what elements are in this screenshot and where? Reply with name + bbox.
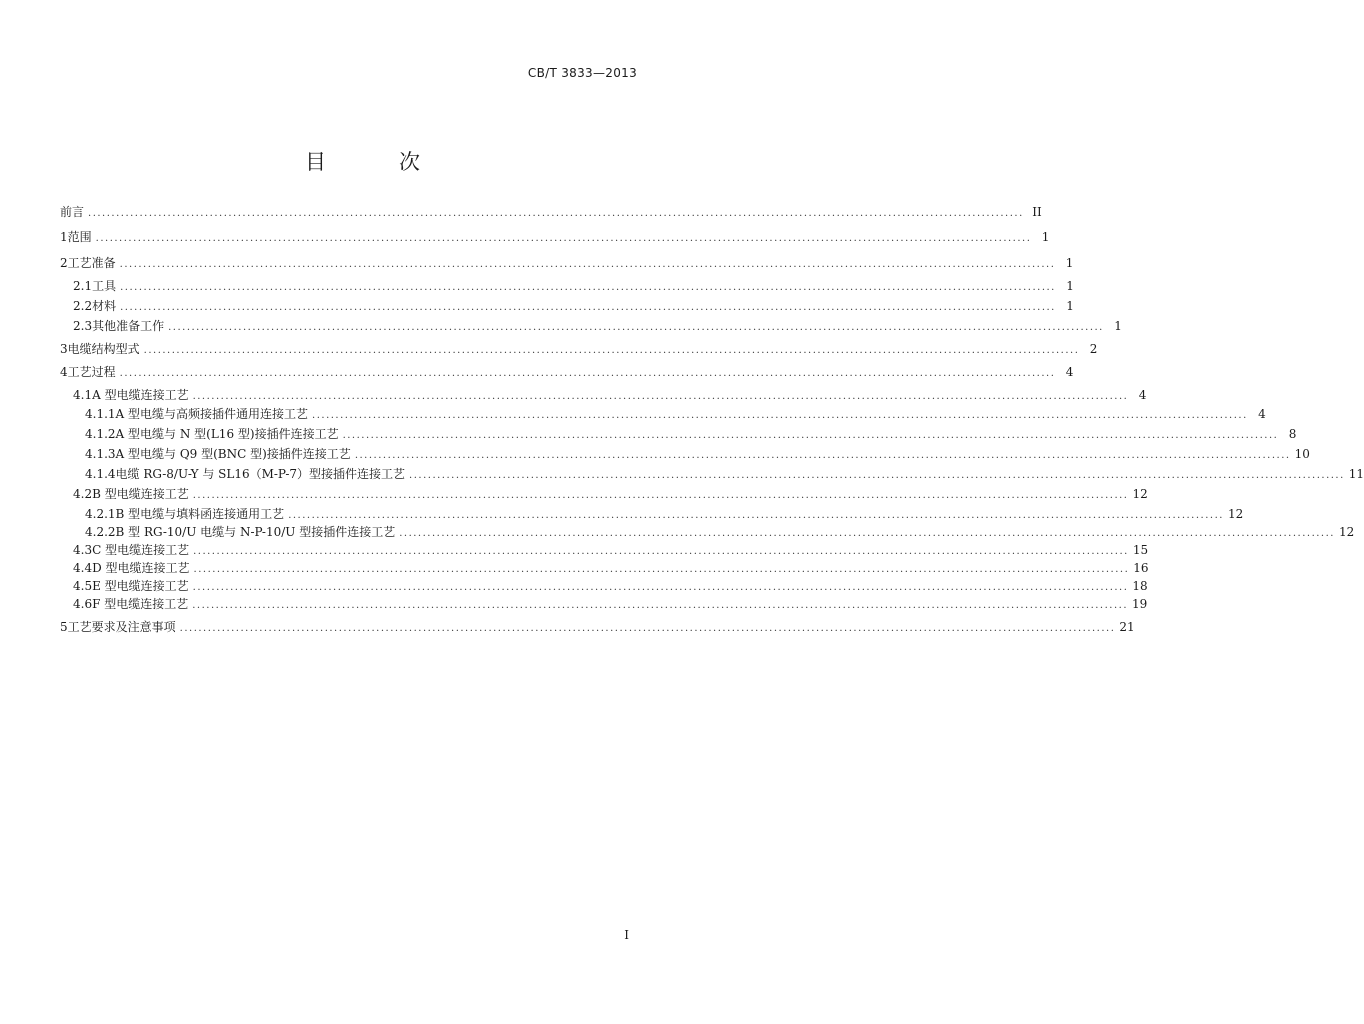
toc-entry-number: 4.1.1 bbox=[85, 407, 116, 421]
toc-entry[interactable] bbox=[60, 297, 1074, 315]
toc-dot-leader: ........................................................................................................................................................................................................ bbox=[354, 450, 1291, 461]
toc-entry-page: 10 bbox=[1294, 447, 1310, 461]
toc-entry-label: B 型电缆与填料函连接通用工艺 bbox=[115, 507, 285, 521]
toc-entry-label: A 型电缆与 Q9 型(BNC 型)接插件连接工艺 bbox=[115, 447, 351, 461]
toc-dot-leader: ........................................................................................................................................................................................................ bbox=[179, 623, 1116, 634]
toc-entry[interactable] bbox=[60, 485, 1148, 503]
toc-dot-leader: ........................................................................................................................................................................................................ bbox=[193, 564, 1130, 575]
toc-entry-number: 4.5 bbox=[73, 579, 93, 593]
toc-entry-label: A 型电缆与高频接插件通用连接工艺 bbox=[115, 407, 309, 421]
toc-entry-label: 工艺准备 bbox=[67, 256, 116, 270]
toc-entry[interactable] bbox=[60, 445, 1310, 463]
toc-entry-label: 工艺过程 bbox=[67, 365, 116, 379]
toc-entry-page: 16 bbox=[1133, 561, 1149, 575]
toc-entry-page: 4 bbox=[1258, 407, 1266, 421]
toc-entry-number: 2.3 bbox=[73, 319, 93, 333]
toc-entry-number: 4 bbox=[60, 365, 68, 379]
toc-entry-number: 1 bbox=[60, 230, 68, 244]
toc-entry[interactable] bbox=[60, 577, 1148, 595]
toc-dot-leader: ........................................................................................................................................................................................................ bbox=[119, 259, 1056, 270]
toc-entry-number: 2 bbox=[60, 256, 68, 270]
toc-dot-leader: ........................................................................................................................................................................................................ bbox=[288, 510, 1224, 521]
toc-entry[interactable] bbox=[60, 317, 1122, 335]
toc-entry-page: 1 bbox=[1066, 299, 1074, 313]
toc-entry-number: 4.3 bbox=[73, 543, 93, 557]
toc-entry[interactable] bbox=[60, 505, 1244, 523]
toc-entry-page: 11 bbox=[1348, 467, 1364, 481]
toc-entry-label: 前言 bbox=[60, 205, 85, 219]
toc-entry-number: 4.1.3 bbox=[85, 447, 116, 461]
toc-dot-leader: ........................................................................................................................................................................................................ bbox=[143, 345, 1080, 356]
toc-entry-page: 21 bbox=[1119, 620, 1135, 634]
toc-entry-label: B 型电缆连接工艺 bbox=[92, 487, 189, 501]
toc-entry-number: 4.2.1 bbox=[85, 507, 116, 521]
toc-entry-label: A 型电缆与 N 型(L16 型)接插件连接工艺 bbox=[115, 427, 339, 441]
toc-entry-page: II bbox=[1032, 205, 1042, 219]
toc-entry-number: 2.1 bbox=[73, 279, 93, 293]
toc-entry-number: 4.4 bbox=[73, 561, 93, 575]
toc-entry-page: 12 bbox=[1227, 507, 1244, 521]
toc-dot-leader: ........................................................................................................................................................................................................ bbox=[192, 582, 1129, 593]
toc-entry-number: 4.2.2 bbox=[85, 525, 116, 539]
toc-entry-page: 12 bbox=[1132, 487, 1148, 501]
toc-entry[interactable] bbox=[60, 618, 1135, 636]
toc-entry-label: 工艺要求及注意事项 bbox=[67, 620, 176, 634]
toc-entry-page: 18 bbox=[1132, 579, 1148, 593]
toc-entry-label: A 型电缆连接工艺 bbox=[92, 388, 189, 402]
toc-dot-leader: ........................................................................................................................................................................................................ bbox=[399, 528, 1335, 539]
toc-dot-leader: ........................................................................................................................................................................................................ bbox=[192, 391, 1129, 402]
toc-dot-leader: ........................................................................................................................................................................................................ bbox=[168, 322, 1104, 333]
toc-entry[interactable] bbox=[60, 340, 1098, 358]
toc-entry[interactable] bbox=[60, 595, 1148, 613]
toc-entry-number: 4.1.4 bbox=[85, 467, 116, 481]
toc-entry-label: 工具 bbox=[92, 279, 117, 293]
toc-entry-page: 1 bbox=[1066, 279, 1074, 293]
toc-entry-number: 3 bbox=[60, 342, 68, 356]
toc-entry[interactable] bbox=[60, 541, 1149, 559]
toc-entry[interactable] bbox=[60, 386, 1147, 404]
toc-entry-page: 1 bbox=[1065, 256, 1074, 270]
toc-entry-label: 其他准备工作 bbox=[92, 319, 165, 333]
toc-dot-leader: ........................................................................................................................................................................................................ bbox=[312, 410, 1248, 421]
toc-entry-number: 4.6 bbox=[73, 597, 93, 611]
toc-entry[interactable] bbox=[60, 425, 1297, 443]
toc-entry-number: 4.1 bbox=[73, 388, 93, 402]
standard-code: CB/T 3833—2013 bbox=[527, 66, 637, 80]
toc-dot-leader: ........................................................................................................................................................................................................ bbox=[120, 282, 1056, 293]
toc-entry-page: 12 bbox=[1338, 525, 1355, 539]
page-title: 目 次 bbox=[305, 150, 446, 174]
toc-entry-page: 19 bbox=[1132, 597, 1148, 611]
toc-entry-number: 2.2 bbox=[73, 299, 93, 313]
toc-dot-leader: ........................................................................................................................................................................................................ bbox=[88, 208, 1024, 219]
toc-dot-leader: ........................................................................................................................................................................................................ bbox=[95, 233, 1032, 244]
toc-entry-label: 材料 bbox=[92, 299, 117, 313]
toc-entry[interactable] bbox=[60, 405, 1266, 423]
toc-dot-leader: ........................................................................................................................................................................................................ bbox=[192, 600, 1128, 611]
toc-entry-page: 15 bbox=[1132, 543, 1149, 557]
toc-entry-label: 电缆结构型式 bbox=[67, 342, 140, 356]
toc-dot-leader: ........................................................................................................................................................................................................ bbox=[342, 430, 1279, 441]
toc-dot-leader: ........................................................................................................................................................................................................ bbox=[192, 490, 1129, 501]
toc-entry-label: E 型电缆连接工艺 bbox=[92, 579, 189, 593]
toc-entry-label: C 型电缆连接工艺 bbox=[92, 543, 190, 557]
toc-entry-label: D 型电缆连接工艺 bbox=[92, 561, 190, 575]
toc-entry-label: 电缆 RG-8/U-Y 与 SL16（M-P-7）型接插件连接工艺 bbox=[115, 467, 406, 481]
toc-entry-page: 1 bbox=[1041, 230, 1050, 244]
toc-entry-page: 8 bbox=[1288, 427, 1297, 441]
toc-entry[interactable] bbox=[60, 203, 1042, 221]
toc-dot-leader: ........................................................................................................................................................................................................ bbox=[409, 470, 1345, 481]
toc-entry-page: 2 bbox=[1089, 342, 1098, 356]
toc-entry-number: 4.2 bbox=[73, 487, 93, 501]
toc-entry[interactable] bbox=[60, 523, 1355, 541]
toc-entry-page: 4 bbox=[1138, 388, 1147, 402]
toc-entry-label: B 型 RG-10/U 电缆与 N-P-10/U 型接插件连接工艺 bbox=[115, 525, 396, 539]
toc-entry-number: 4.1.2 bbox=[85, 427, 116, 441]
toc-dot-leader: ........................................................................................................................................................................................................ bbox=[120, 302, 1056, 313]
toc-entry[interactable] bbox=[60, 465, 1364, 483]
toc-entry-label: 范围 bbox=[67, 230, 92, 244]
toc-entry[interactable] bbox=[60, 228, 1050, 246]
page-number: I bbox=[624, 928, 629, 942]
toc-entry-label: F 型电缆连接工艺 bbox=[92, 597, 189, 611]
toc-entry[interactable] bbox=[60, 559, 1149, 577]
toc-entry-page: 4 bbox=[1065, 365, 1074, 379]
toc-dot-leader: ........................................................................................................................................................................................................ bbox=[119, 368, 1056, 379]
toc-dot-leader: ........................................................................................................................................................................................................ bbox=[193, 546, 1129, 557]
toc-entry-page: 1 bbox=[1114, 319, 1122, 333]
toc-entry[interactable] bbox=[60, 277, 1074, 295]
toc-entry-number: 5 bbox=[60, 620, 68, 634]
toc-entry[interactable] bbox=[60, 254, 1074, 272]
toc-entry[interactable] bbox=[60, 363, 1074, 381]
